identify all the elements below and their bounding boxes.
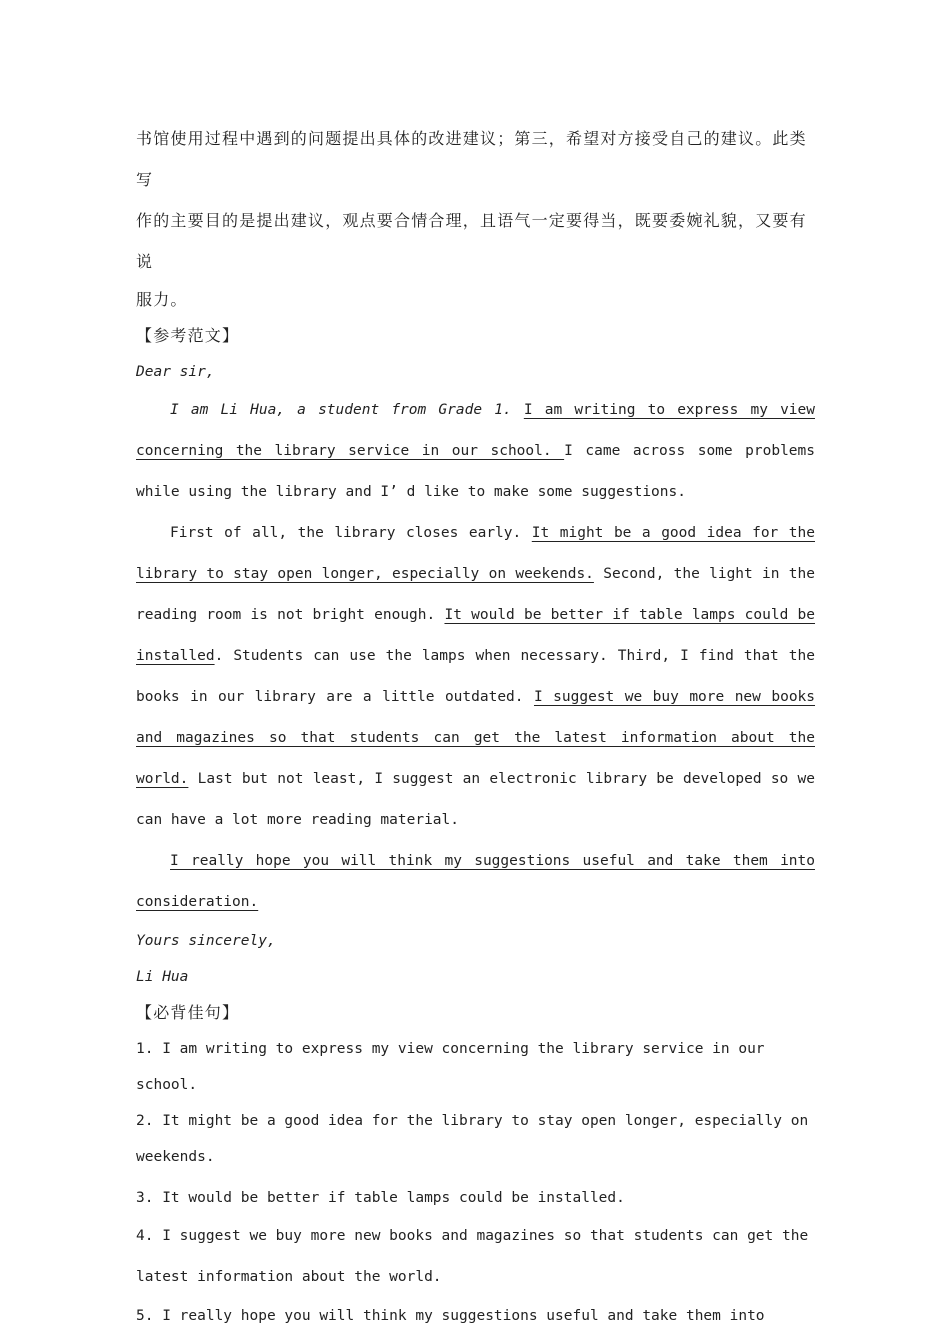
letter-paragraph-3 <box>136 841 815 923</box>
key-sentence: 4. I suggest we buy more new books and magazines so that students can get the latest information about the world. <box>136 1228 809 1285</box>
intro-paragraph <box>136 118 815 318</box>
underlined-sentence: It would be better if table lamps could be installed <box>136 607 816 664</box>
key-sentence: 5. I really hope you will think my suggestions useful and take them into <box>136 1308 765 1324</box>
key-sentence-list <box>136 1031 815 1334</box>
section-heading-key-sentences: 【必背佳句】 <box>136 1003 240 1022</box>
paragraph-text: Last but not least, I suggest an electronic library be developed so we can have a lot more reading material. <box>136 771 815 828</box>
letter-paragraph-2 <box>136 513 815 841</box>
document-page <box>136 118 815 1334</box>
letter-closing: Yours sincerely, <box>136 933 276 949</box>
underlined-sentence: I suggest we buy more new books and magazines so that students can get the latest information about the world. <box>136 689 816 787</box>
paragraph-text: I came across some problems while using the library and I’ d like to make some suggestions. <box>136 443 815 500</box>
intro-line: 书馆使用过程中遇到的问题提出具体的改进建议；第三，希望对方接受自己的建议。此类写 <box>136 129 807 189</box>
letter-signature: Li Hua <box>136 969 189 985</box>
section-heading-sample: 【参考范文】 <box>136 326 240 345</box>
underlined-sentence: It might be a good idea for the library to stay open longer, especially on weekends. <box>136 525 815 582</box>
paragraph-text: First of all, the library closes early. <box>170 525 532 541</box>
intro-line: 服力。 <box>136 290 188 309</box>
letter-paragraph-1 <box>136 390 815 513</box>
letter-greeting: Dear sir, <box>136 364 215 380</box>
paragraph-text: . Students can use the lamps when necessary. Third, I find that the books in our library are a little outdated. <box>136 648 815 705</box>
key-sentence: 1. I am writing to express my view concerning the library service in our school. <box>136 1041 765 1093</box>
paragraph-text: I am Li Hua, a student from Grade 1. <box>170 402 524 418</box>
underlined-sentence: I really hope you will think my suggestions useful and take them into consideration. <box>136 853 815 910</box>
intro-line: 作的主要目的是提出建议，观点要合情合理，且语气一定要得当，既要委婉礼貌，又要有说 <box>136 211 807 271</box>
paragraph-text: Second, the light in the reading room is not bright enough. <box>136 566 815 623</box>
key-sentence: 3. It would be better if table lamps could be installed. <box>136 1190 625 1206</box>
underlined-sentence: I am writing to express my view concerning the library service in our school. <box>136 402 815 459</box>
key-sentence: 2. It might be a good idea for the library to stay open longer, especially on weekends. <box>136 1113 809 1165</box>
